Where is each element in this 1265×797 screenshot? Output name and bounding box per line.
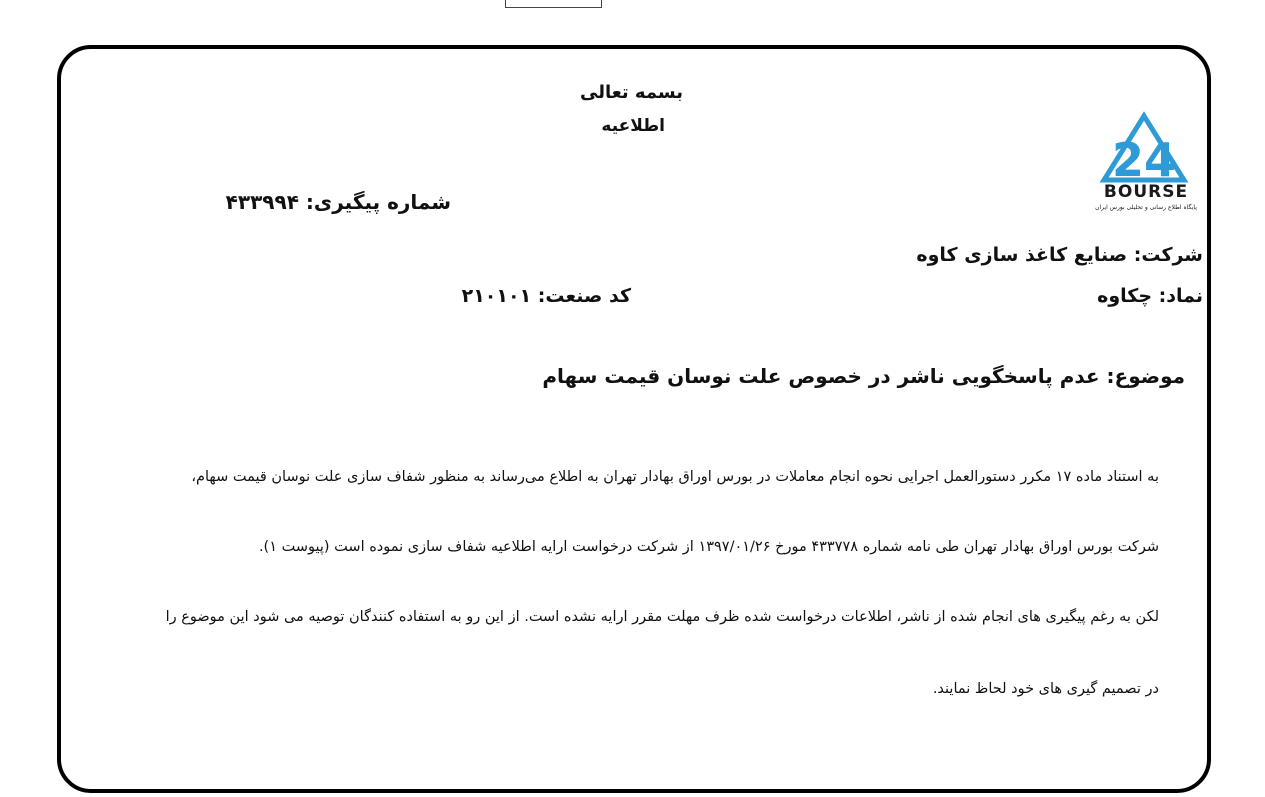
top-placeholder-box <box>505 0 602 8</box>
tracking-number: شماره پیگیری: ۴۳۳۹۹۴ <box>225 190 451 214</box>
industry-code: کد صنعت: ۲۱۰۱۰۱ <box>461 285 631 307</box>
logo-24-mark: 24 <box>1111 133 1177 187</box>
announcement-subject: موضوع: عدم پاسخگویی ناشر در خصوص علت نوسان قیمت سهام <box>542 364 1185 388</box>
company-symbol: نماد: چکاوه <box>1097 285 1203 307</box>
body-line: شرکت بورس اوراق بهادار تهران طی نامه شماره ۴۳۳۷۷۸ مورخ ۱۳۹۷/۰۱/۲۶ از شرکت درخواست ارایه اطلاعیه شفاف سازی نموده است (پیوست ۱). <box>258 539 1159 555</box>
body-line: به استناد ماده ۱۷ مکرر دستورالعمل اجرایی نحوه انجام معاملات در بورس اوراق بهادار تهران به اطلاع می‌رساند به منظور شفاف سازی علت نوسان قیمت سهام، <box>191 469 1159 485</box>
bourse24-logo <box>1084 108 1208 214</box>
logo-brand-text: BOURSE <box>1103 182 1189 202</box>
logo-tagline: پایگاه اطلاع رسانی و تحلیلی بورس ایران <box>1095 204 1197 211</box>
body-line: لکن به رغم پیگیری های انجام شده از ناشر، اطلاعات درخواست شده ظرف مهلت مقرر ارایه نشده است. از این رو به استفاده کنندگان توصیه می شود این موضوع را <box>165 609 1159 625</box>
body-line: در تصمیم گیری های خود لحاظ نمایند. <box>932 681 1159 697</box>
company-name: شرکت: صنایع کاغذ سازی کاوه <box>916 244 1203 266</box>
document-header-subtitle: اطلاعیه <box>601 116 665 136</box>
document-header-title: بسمه تعالی <box>580 82 683 103</box>
